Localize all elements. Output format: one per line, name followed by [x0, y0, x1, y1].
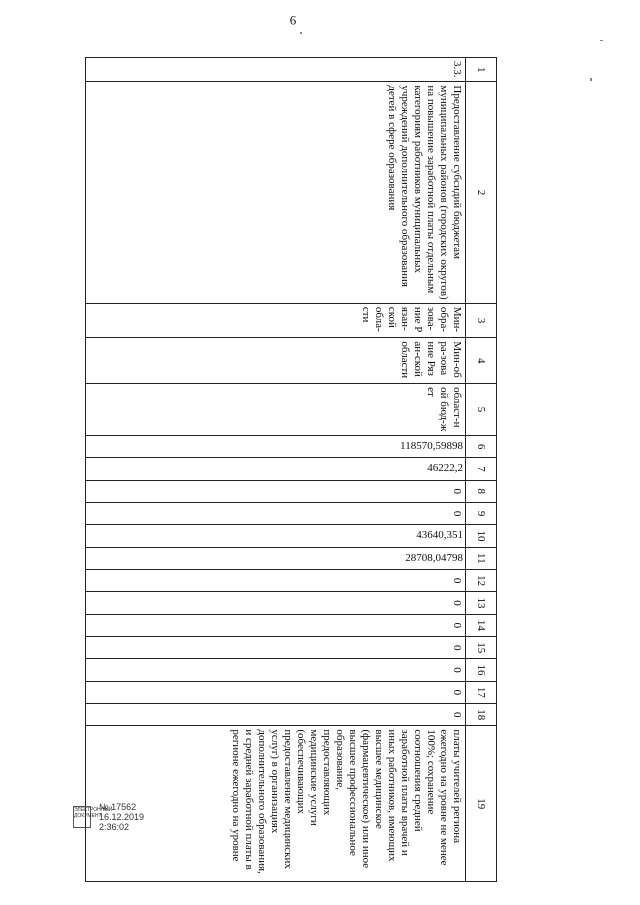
responsible-executor: Мин-обра-зова-ние Рязан-ской обла-сти: [86, 303, 466, 338]
col-header-8: 8: [466, 480, 497, 502]
col-header-15: 15: [466, 637, 497, 659]
co-executor: Мин-обра-зование Рязан-ской области: [86, 338, 466, 384]
col-header-3: 3: [466, 303, 497, 338]
total-amount: 118570,59898: [400, 440, 463, 453]
scan-speck: [600, 40, 603, 41]
year-amount-8: 0: [86, 480, 466, 502]
header-row: [466, 58, 497, 882]
expected-results: платы учителей региона ежегодно на уровне не менее 100%; сохранение соотношения средней заработной платы врачей и иных работников, имеющих высшее медицинское (фармацевтическое) или иное высшее профессиональное образование, предоставляющих медицинские услуги (обеспечивающих предоставление медицинских услуг) в организациях дополнительного образования, и средней заработной платы в регионе ежегодно на уровне: [86, 726, 466, 882]
col-header-4: 4: [466, 338, 497, 384]
col-header-11: 11: [466, 547, 497, 569]
year-amount-12: 0: [86, 569, 466, 591]
col-header-14: 14: [466, 614, 497, 636]
year-amount-13: 0: [86, 592, 466, 614]
col-header-7: 7: [466, 458, 497, 480]
year-amount-11: 28708,04798: [405, 551, 463, 564]
measure-description: Предоставление субсидий бюджетам муниципальных районов (городских округов) на повышение заработной платы отдельным категориям работников муниципальных учреждений дополнительного образования детей в сфере образования: [86, 82, 466, 303]
year-amount-16: 0: [86, 659, 466, 681]
col-header-10: 10: [466, 525, 497, 547]
year-amount-17: 0: [86, 681, 466, 703]
col-header-9: 9: [466, 502, 497, 524]
page-number: 6: [289, 12, 297, 28]
col-header-16: 16: [466, 659, 497, 681]
item-number: 3.3.: [86, 58, 466, 82]
col-header-17: 17: [466, 681, 497, 703]
year-amount-14: 0: [86, 614, 466, 636]
year-amount-15: 0: [86, 637, 466, 659]
stamp-text: № 17562 16.12.2019 2:36:02: [99, 802, 145, 832]
scan-speck: [300, 32, 302, 34]
scan-speck: [590, 78, 592, 81]
year-amount-10: 43640,351: [416, 529, 463, 542]
col-header-19: 19: [466, 726, 497, 882]
col-header-5: 5: [466, 384, 497, 436]
col-header-1: 1: [466, 58, 497, 82]
year-amount-9: 0: [86, 502, 466, 524]
rotated-page: [74, 12, 497, 882]
registration-stamp: [73, 802, 153, 832]
col-header-2: 2: [466, 82, 497, 303]
col-header-13: 13: [466, 592, 497, 614]
col-header-18: 18: [466, 704, 497, 726]
stamp-logo: ЭЛЕКТРОННЫЙ ДОКУМЕНТ: [73, 806, 91, 828]
col-header-6: 6: [466, 435, 497, 457]
col-header-12: 12: [466, 569, 497, 591]
funding-source: област-ной бюд-жет: [86, 384, 466, 436]
program-table: [85, 57, 497, 882]
year-amount-18: 0: [86, 704, 466, 726]
year-amount-7: 46222,2: [427, 462, 463, 475]
table-row: [86, 58, 466, 882]
